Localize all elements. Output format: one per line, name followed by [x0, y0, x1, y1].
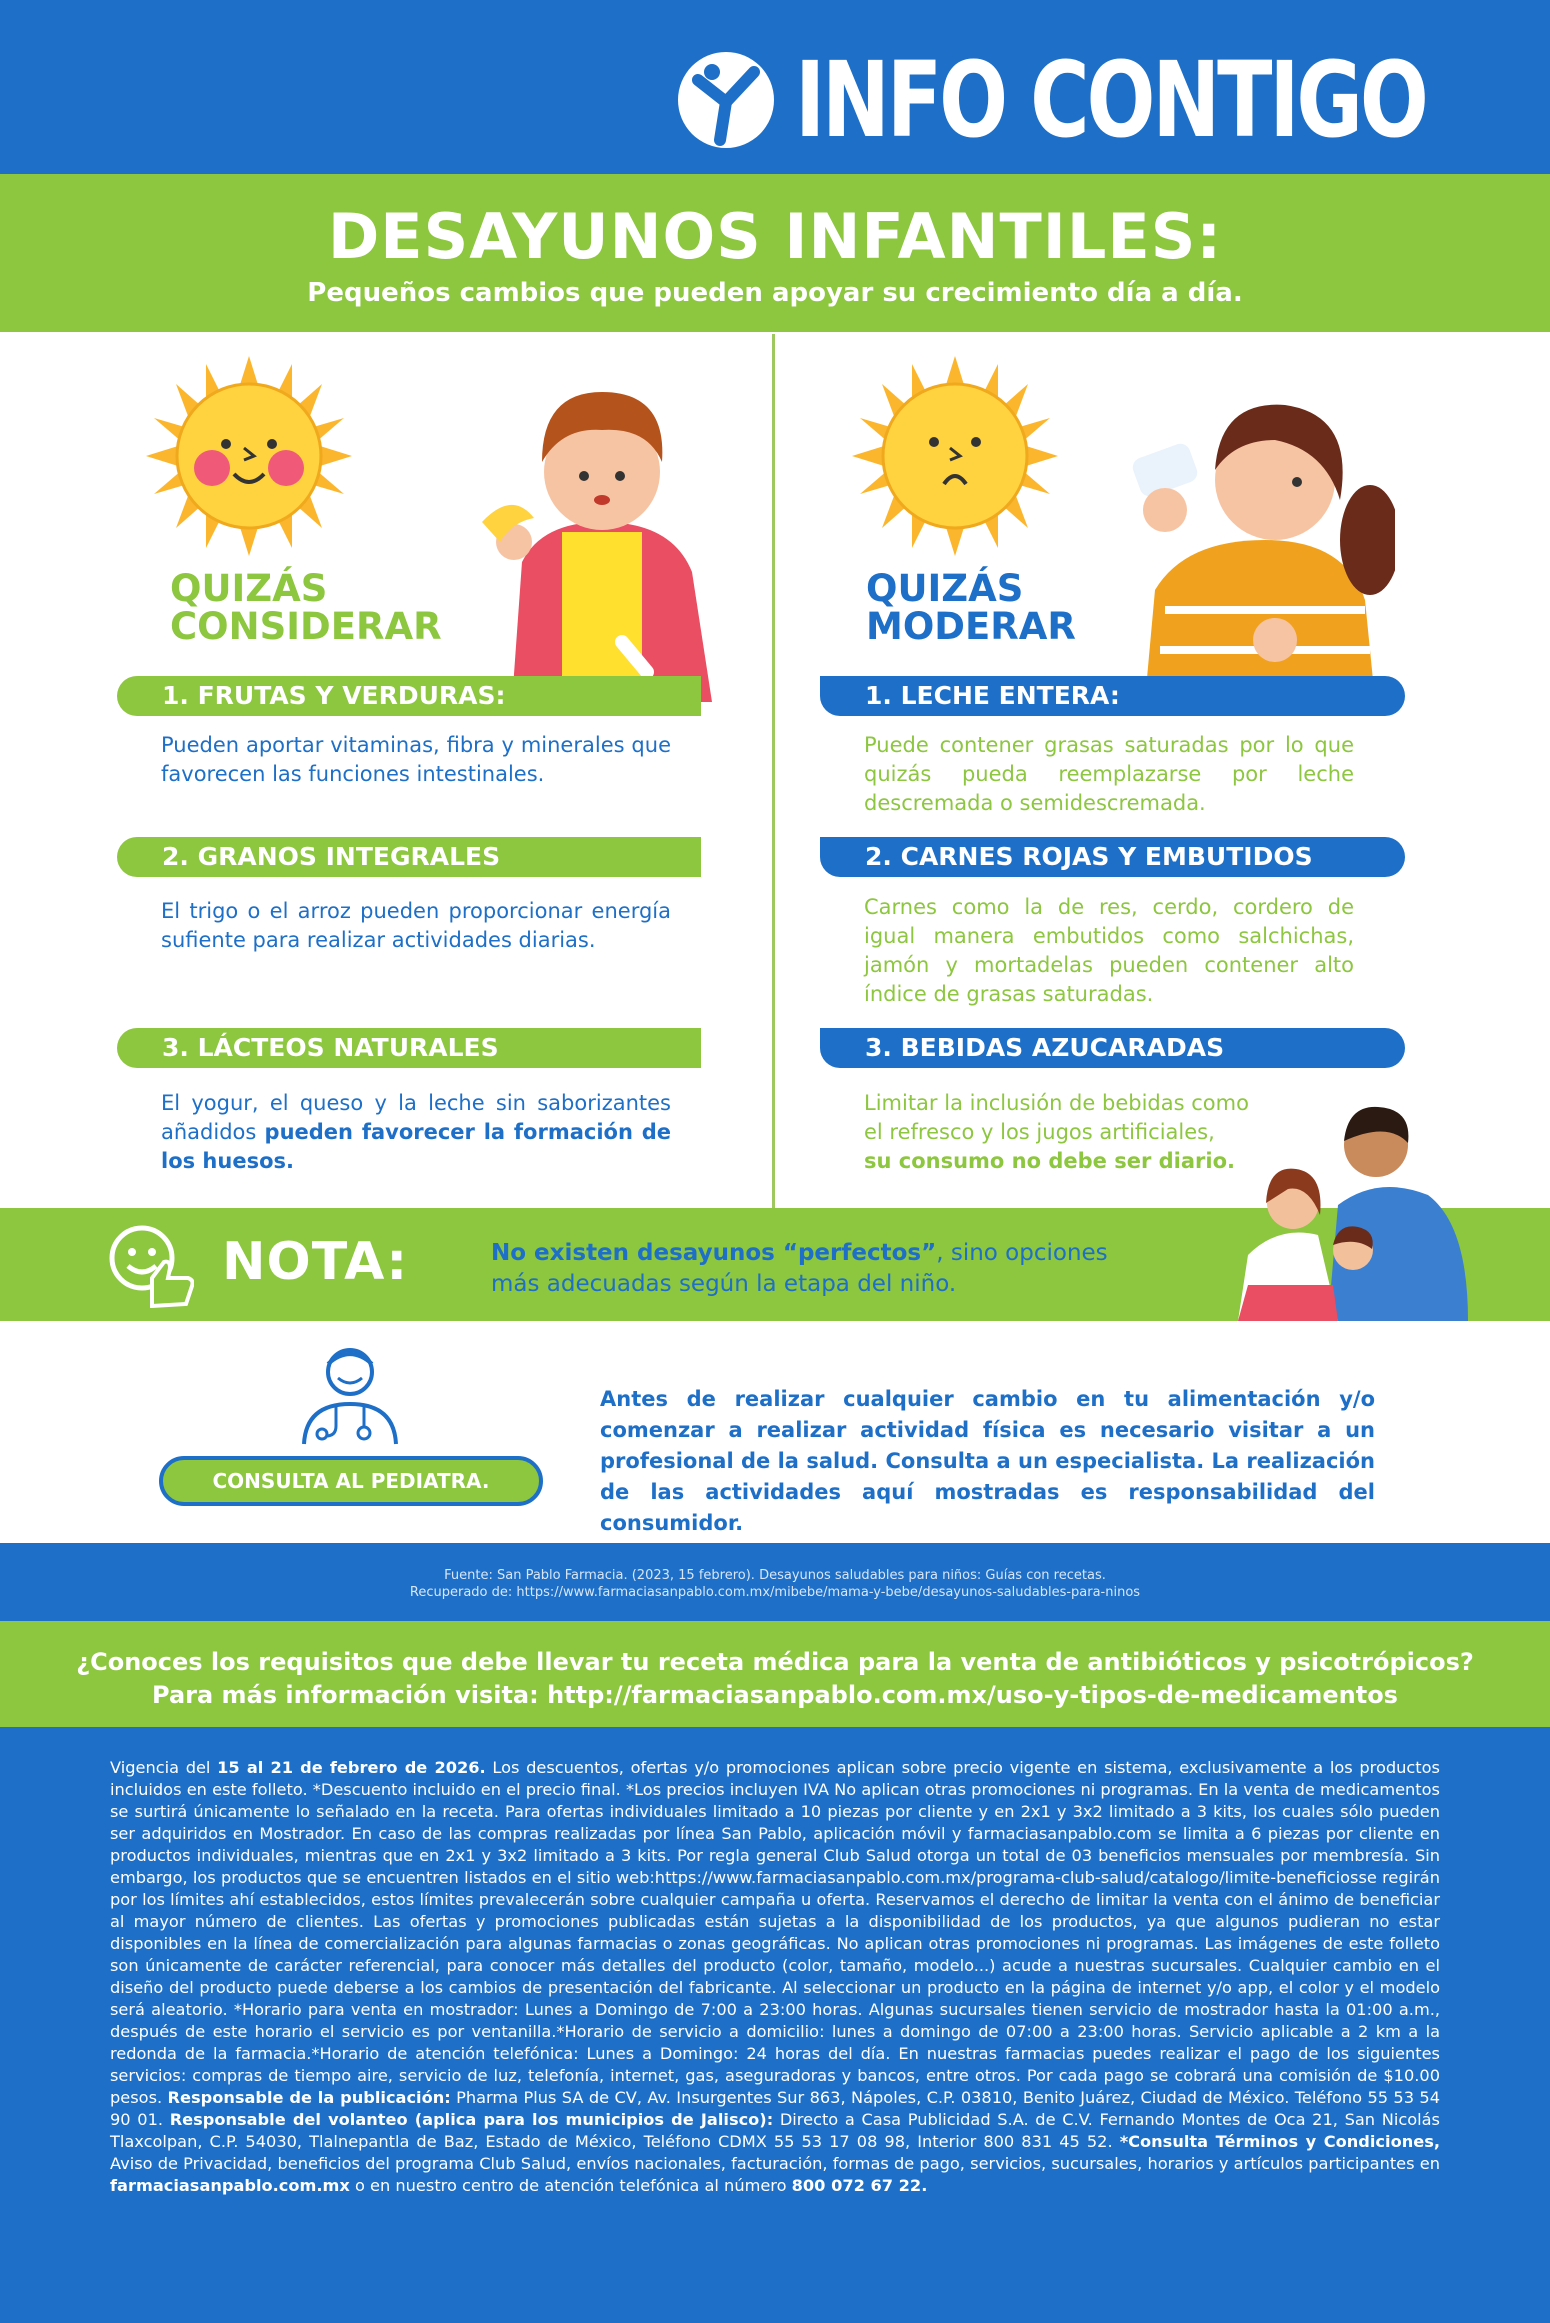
- brand-logo-icon: [676, 50, 776, 150]
- left-item-2-label: 2. GRANOS INTEGRALES: [117, 837, 701, 877]
- legal-b4: *Consulta Términos y Condiciones,: [1119, 2132, 1440, 2151]
- nota-label: NOTA:: [222, 1232, 409, 1292]
- right-heading-line-2: MODERAR: [866, 605, 1076, 648]
- source-line-1: Fuente: San Pablo Farmacia. (2023, 15 febrero). Desayunos saludables para niños: Guías con recetas.: [444, 1568, 1106, 1583]
- source-line-2: Recuperado de: https://www.farmaciasanpablo.com.mx/mibebe/mama-y-bebe/desayunos-saludables-para-ninos: [409, 1585, 1141, 1600]
- legal-website-link[interactable]: farmaciasanpablo.com.mx: [110, 2176, 350, 2195]
- left-item-3-label: 3. LÁCTEOS NATURALES: [117, 1028, 701, 1068]
- left-heading: [170, 567, 442, 648]
- left-item-1-text: Pueden aportar vitaminas, fibra y minerales que favorecen las funciones intestinales.: [161, 733, 671, 786]
- right-item-3-text: [864, 1089, 1274, 1176]
- boy-eating-banana-illustration: [472, 372, 722, 702]
- right-item-3-text-bold: su consumo no debe ser diario.: [864, 1149, 1235, 1173]
- left-item-1-label: 1. FRUTAS Y VERDURAS:: [117, 676, 701, 716]
- legal-p2: Los descuentos, ofertas y/o promociones aplican sobre precio vigente en sistema, exclusivamente a los productos incluidos en este folleto. *Descuento incluido en el precio final. *Los precios incluyen IVA No aplican otras promociones ni programas. En la venta de medicamentos se surtirá únicamente lo señalado en la receta. Para ofertas individuales limitado a 10 piezas por cliente y en 2x1 y 3x2 limitado a 3 kits, los cuales sólo pueden ser adquiridos en Mostrador. En caso de las compras realizadas por línea San Pablo, aplicación móvil y farmaciasanpablo.com se limita a 6 piezas por cliente en productos individuales, mientras que en 2x1 y 3x2 limitado a 3 kits. Por regla general Club Salud otorga un total de 03 beneficios mensuales por membresía. Sin embargo, los productos que se encuentren listados en el sitio web:https://www.farmaciasanpablo.com.mx/programa-club-salud/catalogo/limite-beneficiosse regirán por los límites ahí establecidos, estos límites prevalecerán sobre cualquier campaña u oferta. Reservamos el derecho de limitar la venta con el ánimo de beneficiar al mayor número de clientes. Las ofertas y promociones publicadas están sujetas a la disponibilidad de los productos, ya que algunos pudieran no estar disponibles en la línea de comercialización para algunas farmacias o zonas geográficas. No aplican otras promociones ni programas. Las imágenes de este folleto son únicamente de carácter referencial, para conocer más detalles del producto (color, tamaño, modelo...) acude a nuestras sucursales. Cualquier cambio en el diseño del producto puede deberse a los cambios de presentación del fabricante. Al seleccionar un producto en la página de internet y/o app, el color y el modelo será aleatorio. *Horario para venta en mostrador: Lunes a Domingo de 7:00 a 23:00 horas. Algunas sucursales tienen servicio de mostrador hasta la 01:00 a.m., después de este horario el servicio es por ventanilla.*Horario de servicio a domicilio: lunes a domingo de 07:00 a 23:00 horas. Servicio aplicable a 2 km a la redonda de la farmacia.*Horario de atención telefónica: Lunes a Domingo: 24 horas del día. En nuestras farmacias puedes realizar el pago de los siguientes servicios: compras de tiempo aire, servicio de luz, telefonía, internet, gas, aseguradoras y bancos, entre otros. Por cada pago se cobrará una comisión de $10.00 pesos.: [110, 1758, 1440, 2107]
- nota-text-bold: No existen desayunos “perfectos”: [491, 1240, 937, 1266]
- right-item-3-text-plain: Limitar la inclusión de bebidas como el refresco y los jugos artificiales,: [864, 1091, 1249, 1144]
- right-item-2-label: 2. CARNES ROJAS Y EMBUTIDOS: [820, 837, 1405, 877]
- legal-p1: Vigencia del: [110, 1758, 218, 1777]
- antibiotics-band: [0, 1621, 1550, 1727]
- family-hug-illustration: [1238, 1085, 1478, 1321]
- girl-drinking-milk-illustration: [1125, 390, 1395, 700]
- antibiotics-link[interactable]: Para más información visita: http://farmaciasanpablo.com.mx/uso-y-tipos-de-medicamentos: [152, 1681, 1398, 1709]
- worried-sun-icon: [852, 356, 1058, 556]
- consult-text: Antes de realizar cualquier cambio en tu alimentación y/o comenzar a realizar actividad física es necesario visitar a un profesional de la salud. Consulta a un especialista. La realización de las actividades aquí mostradas es responsabilidad del consumidor.: [600, 1387, 1375, 1535]
- legal-text: [110, 1757, 1440, 2197]
- legal-p6: o en nuestro centro de atención telefónica al número: [349, 2176, 792, 2195]
- left-item-2-text: El trigo o el arroz pueden proporcionar energía sufiente para realizar actividades diarias.: [161, 899, 671, 952]
- header-band: [0, 0, 1550, 174]
- smile-thumbs-up-icon: [108, 1224, 194, 1308]
- happy-sun-icon: [146, 356, 352, 556]
- left-heading-line-1: QUIZÁS: [170, 567, 328, 610]
- legal-validity-dates: 15 al 21 de febrero de 2026.: [217, 1758, 486, 1777]
- doctor-icon: [296, 1338, 404, 1448]
- nota-text-plain: , sino opciones más adecuadas según la etapa del niño.: [491, 1240, 1108, 1297]
- nota-text: [491, 1238, 1131, 1300]
- right-item-1-text: Puede contener grasas saturadas por lo que quizás pueda reemplazarse por leche descremada o semidescremada.: [864, 733, 1354, 815]
- left-item-3-text: [161, 1089, 671, 1176]
- left-heading-line-2: CONSIDERAR: [170, 605, 442, 648]
- legal-phone-number: 800 072 67 22.: [791, 2176, 928, 2195]
- legal-p4: Directo a Casa Publicidad S.A. de C.V. Fernando Montes de Oca 21, San Nicolás Tlaxcolpan, C.P. 54030, Tlalnepantla de Baz, Estado de México, Teléfono CDMX 55 53 17 08 98, Interior 800 831 45 52.: [110, 2110, 1440, 2151]
- page-subtitle: Pequeños cambios que pueden apoyar su crecimiento día a día.: [307, 278, 1243, 308]
- legal-p5: Aviso de Privacidad, beneficios del programa Club Salud, envíos nacionales, facturación, formas de pago, servicios, sucursales, horarios y artículos participantes en: [110, 2154, 1440, 2173]
- brand-name: INFO CONTIGO: [795, 39, 1426, 161]
- legal-b3: Responsable del volanteo (aplica para los municipios de Jalisco):: [169, 2110, 774, 2129]
- legal-b2: Responsable de la publicación:: [167, 2088, 451, 2107]
- column-divider: [772, 334, 775, 1208]
- legal-p3: Pharma Plus SA de CV, Av. Insurgentes Sur 863, Nápoles, C.P. 03810, Benito Juárez, Ciudad de México. Teléfono 55 53 54 90 01.: [110, 2088, 1441, 2129]
- left-item-3-text-bold: pueden favorecer la formación de los huesos.: [161, 1120, 672, 1173]
- title-band: [0, 174, 1550, 332]
- right-heading-line-1: QUIZÁS: [866, 567, 1024, 610]
- right-heading: [866, 567, 1076, 648]
- left-item-3-text-plain: El yogur, el queso y la leche sin saborizantes añadidos: [161, 1091, 671, 1144]
- right-item-2-text: Carnes como la de res, cerdo, cordero de igual manera embutidos como salchichas, jamón y mortadelas pueden contener alto índice de grasas saturadas.: [864, 895, 1354, 1006]
- consult-pediatrician-badge: CONSULTA AL PEDIATRA.: [159, 1456, 543, 1506]
- page-title: DESAYUNOS INFANTILES:: [327, 200, 1223, 273]
- source-band: [0, 1543, 1550, 1621]
- right-item-1-label: 1. LECHE ENTERA:: [820, 676, 1405, 716]
- right-item-3-label: 3. BEBIDAS AZUCARADAS: [820, 1028, 1405, 1068]
- antibiotics-question: ¿Conoces los requisitos que debe llevar tu receta médica para la venta de antibióticos y psicotrópicos?: [76, 1648, 1474, 1676]
